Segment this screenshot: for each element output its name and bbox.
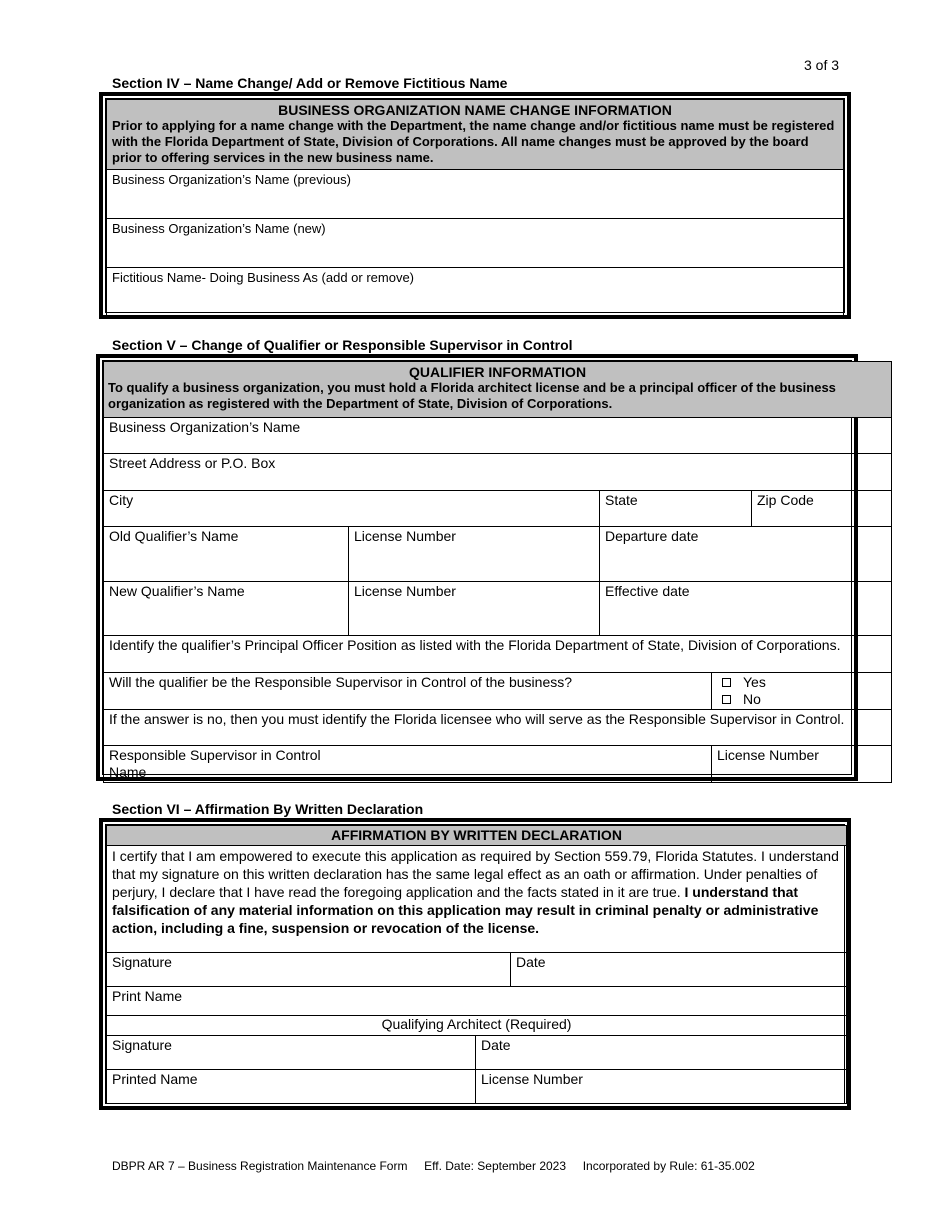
name-change-header (107, 100, 844, 170)
previous-name-label: Business Organization’s Name (previous) (112, 172, 351, 187)
business-name-label: Business Organization’s Name (109, 419, 301, 435)
section-iv-frame (99, 92, 851, 319)
qualifier-header (104, 362, 892, 418)
rsic-license-label: License Number (717, 747, 819, 763)
new-qualifier-field[interactable] (104, 582, 349, 636)
name-change-header-note: Prior to applying for a name change with the Department, the name change and/or fictitious name must be registered with the Florida Department of State, Division of Corporations. All name changes must be approved by the board prior to offering services in the new business name. (112, 118, 835, 165)
declaration-text (107, 846, 847, 953)
section-v-title: Section V – Change of Qualifier or Responsible Supervisor in Control (112, 337, 573, 353)
signature-field[interactable] (107, 953, 511, 987)
rsic-name-field[interactable] (104, 746, 712, 783)
zip-code-field[interactable] (752, 491, 892, 527)
qualifying-architect-heading (107, 1016, 847, 1036)
page-number: 3 of 3 (804, 57, 840, 73)
section-vi-title: Section VI – Affirmation By Written Declaration (112, 801, 424, 817)
rsic-license-field[interactable] (712, 746, 892, 783)
footer-form: DBPR AR 7 – Business Registration Maintenance Form (112, 1159, 408, 1173)
rsic-question (104, 673, 712, 710)
rsic-question-label: Will the qualifier be the Responsible Supervisor in Control of the business? (109, 674, 573, 690)
architect-signature-field[interactable] (107, 1036, 476, 1070)
old-license-number-field[interactable] (349, 527, 600, 582)
new-license-number-field[interactable] (349, 582, 600, 636)
yes-option[interactable] (722, 674, 886, 691)
state-label: State (605, 492, 638, 508)
qualifying-architect-label: Qualifying Architect (Required) (381, 1016, 572, 1032)
state-field[interactable] (600, 491, 752, 527)
effective-date-field[interactable] (600, 582, 892, 636)
qualifier-header-note: To qualify a business organization, you must hold a Florida architect license and be a principal officer of the business organization as registered with the Department of State, Division of Corporations. (108, 380, 836, 411)
printed-name-label: Printed Name (112, 1071, 198, 1087)
if-no-text: If the answer is no, then you must identify the Florida licensee who will serve as the Responsible Supervisor in Control. (109, 711, 845, 727)
no-checkbox[interactable] (722, 695, 731, 704)
yes-checkbox[interactable] (722, 678, 731, 687)
affirmation-header (107, 826, 847, 846)
no-option[interactable] (722, 691, 886, 708)
printed-name-field[interactable] (107, 1070, 476, 1104)
qualifier-header-title: QUALIFIER INFORMATION (409, 364, 587, 380)
previous-name-field[interactable] (107, 170, 844, 219)
no-label: No (743, 691, 761, 707)
print-name-label: Print Name (112, 988, 183, 1004)
business-name-field[interactable] (104, 418, 892, 454)
officer-position-label: Identify the qualifier’s Principal Officer Position as listed with the Florida Department of State, Division of Corporations. (109, 637, 841, 653)
section-iv-title: Section IV – Name Change/ Add or Remove Fictitious Name (112, 75, 508, 91)
fictitious-name-field[interactable] (107, 268, 844, 317)
departure-date-field[interactable] (600, 527, 892, 582)
architect-license-field[interactable] (476, 1070, 847, 1104)
street-address-field[interactable] (104, 454, 892, 491)
officer-position-field[interactable] (104, 636, 892, 673)
signature-label: Signature (112, 954, 172, 970)
date-label: Date (516, 954, 546, 970)
architect-date-field[interactable] (476, 1036, 847, 1070)
fictitious-name-label: Fictitious Name- Doing Business As (add or remove) (112, 270, 415, 285)
new-name-field[interactable] (107, 219, 844, 268)
old-qualifier-label: Old Qualifier’s Name (109, 528, 239, 544)
affirmation-header-title: AFFIRMATION BY WRITTEN DECLARATION (331, 827, 622, 843)
name-change-header-title: BUSINESS ORGANIZATION NAME CHANGE INFORMATION (278, 102, 672, 118)
departure-date-label: Departure date (605, 528, 699, 544)
zip-code-label: Zip Code (757, 492, 814, 508)
old-license-number-label: License Number (354, 528, 456, 544)
affirmation-table (106, 825, 847, 1104)
date-field[interactable] (511, 953, 847, 987)
architect-date-label: Date (481, 1037, 511, 1053)
footer-rule: Incorporated by Rule: 61-35.002 (582, 1159, 755, 1173)
city-label: City (109, 492, 134, 508)
rsic-name-label: Responsible Supervisor in Control Name (109, 747, 321, 780)
section-vi-frame (99, 818, 851, 1110)
section-v-frame (96, 354, 858, 781)
architect-license-label: License Number (481, 1071, 583, 1087)
footer-eff-date: Eff. Date: September 2023 (424, 1159, 567, 1173)
rsic-options (712, 673, 892, 710)
yes-label: Yes (743, 674, 766, 690)
effective-date-label: Effective date (605, 583, 690, 599)
if-no-instruction (104, 710, 892, 746)
declaration-warning: I understand that falsification of any material information on this application may result in criminal penalty or administrative action, including a fine, suspension or revocation of the license. (112, 884, 819, 936)
street-address-label: Street Address or P.O. Box (109, 455, 276, 471)
architect-signature-label: Signature (112, 1037, 172, 1053)
old-qualifier-field[interactable] (104, 527, 349, 582)
print-name-field[interactable] (107, 987, 847, 1016)
declaration-statement: I certify that I am empowered to execute this application as required by Section 559.79, Florida Statutes. I understand that my signature on this written declaration has the same legal effect as an oath or affirmation. Under penalties of perjury, I declare that I have read the foregoing application and the facts stated in it are true. (112, 848, 839, 900)
new-name-label: Business Organization’s Name (new) (112, 221, 326, 236)
city-field[interactable] (104, 491, 600, 527)
footer (112, 1159, 755, 1173)
new-license-number-label: License Number (354, 583, 456, 599)
new-qualifier-label: New Qualifier’s Name (109, 583, 245, 599)
name-change-table (106, 99, 844, 317)
qualifier-table (103, 361, 892, 783)
